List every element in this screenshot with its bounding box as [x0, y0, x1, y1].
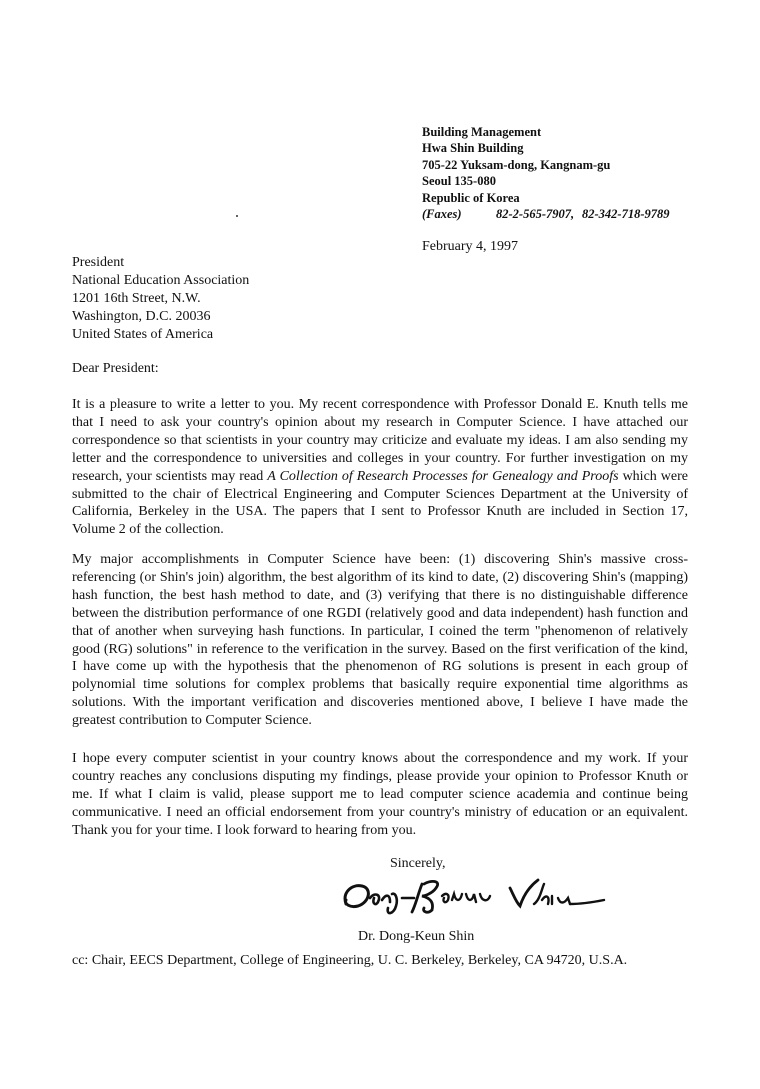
- recipient-line: National Education Association: [72, 273, 250, 288]
- body-paragraph-3: I hope every computer scientist in your country knows about the correspondence and my work. If your country reaches any conclusions disputing my findings, please provide your opinion to Professor Knuth or me. If what I claim is valid, please support me to lead computer science academia and continue being communicative. I need an official endorsement from your country's ministry of education or an equivalent. Thank you for your time. I look forward to hearing from you.: [72, 751, 688, 838]
- signer-name: Dr. Dong-Keun Shin: [358, 929, 475, 944]
- sender-line: 705-22 Yuksam-dong, Kangnam-gu: [422, 157, 611, 172]
- letter-date: February 4, 1997: [422, 239, 519, 254]
- fax-number-2: 82-342-718-9789: [582, 207, 670, 222]
- fax-number-1: 82-2-565-7907,: [496, 207, 575, 222]
- scan-speck: [236, 215, 238, 217]
- sender-address: [422, 124, 670, 222]
- sender-line: Building Management: [422, 125, 542, 139]
- sender-fax-line: [422, 206, 670, 222]
- carbon-copy-line: cc: Chair, EECS Department, College of Engineering, U. C. Berkeley, Berkeley, CA 94720, U.S.A.: [72, 953, 628, 968]
- p1-text-before: It is a pleasure to write a letter to you. My recent correspondence with Professor Donald E. Knuth tells me that I need to ask your country's opinion about my research in Computer Science. I have attached our correspondence so that scientists in your country may criticize and evaluate my ideas. I am also sending my letter and the correspondence to universities and colleges in your country. For further investigation on my research, your scientists may read: [72, 397, 688, 484]
- salutation: Dear President:: [72, 361, 159, 376]
- sender-line: Hwa Shin Building: [422, 141, 524, 156]
- recipient-line: Washington, D.C. 20036: [72, 309, 211, 324]
- fax-label: (Faxes): [422, 207, 462, 222]
- recipient-line: 1201 16th Street, N.W.: [72, 291, 201, 306]
- body-paragraph-2: My major accomplishments in Computer Science have been: (1) discovering Shin's massive cross-referencing (or Shin's join) algorithm, the best algorithm of its kind to date, (2) discovering Shin's (mapping) hash function, the best hash method to date, and (3) verifying that there is no distinguishable difference between the distribution performance of one RGDI (relatively good and data independent) hash function and that of another when surveying hash functions. In particular, I coined the term "phenomenon of relatively good (RG) solutions" in reference to the verification in the survey. Based on the first verification of the kind, I have come up with the hypothesis that the phenomenon of RG solutions is present in each group of polynomial time solutions for complex problems that basically require exponential time algorithms as solutions. With the important verification and discoveries mentioned above, I believe I have made the greatest contribution to Computer Science.: [72, 552, 688, 729]
- recipient-line: United States of America: [72, 327, 214, 342]
- recipient-address: [72, 254, 249, 344]
- cited-work-title: A Collection of Research Processes for Genealogy and Proofs: [267, 468, 619, 484]
- body-paragraph-1: [72, 396, 688, 539]
- handwritten-signature: [338, 870, 618, 920]
- recipient-line: President: [72, 255, 125, 270]
- sender-line: Seoul 135-080: [422, 174, 496, 189]
- sender-line: Republic of Korea: [422, 190, 520, 205]
- p1-text-after: which were submitted to the chair of Electrical Engineering and Computer Sciences Department at the University of California, Berkeley in the USA. The papers that I sent to Professor Knuth are included in Section 17, Volume 2 of the collection.: [72, 468, 688, 538]
- closing: Sincerely,: [390, 856, 446, 871]
